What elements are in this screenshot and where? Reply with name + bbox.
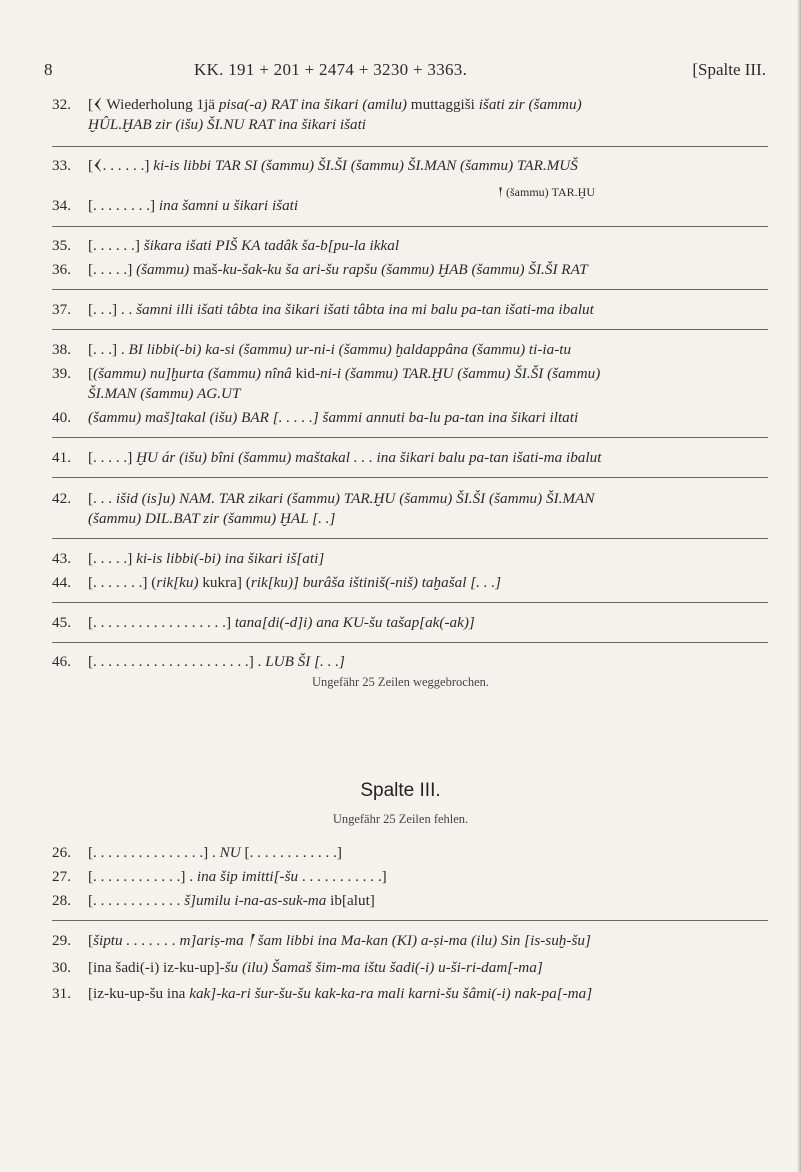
text-line-32-continuation [88, 115, 366, 135]
line-text-italic: ḪÛL.ḪAB zir (išu) ŠI.NU RAT ina šikari išati [88, 116, 367, 133]
page-number: 8 [44, 60, 53, 79]
text-line-41 [52, 448, 772, 468]
text-line-42-continuation [88, 509, 335, 529]
text-line-39-continuation [88, 384, 240, 404]
line-text-italic: ni-i (šammu) TAR.ḪU (šammu) ŠI.ŠI (šammu) [320, 365, 601, 382]
line-text-italic: kak]-ka-ri šur-šu-šu kak-ka-ra mali karni-šu šâmi(-i) nak-pa[-ma] [189, 985, 593, 1002]
text-line-42 [52, 489, 772, 509]
line-number: 41. [52, 449, 71, 466]
line-number: 46. [52, 653, 71, 670]
line-text-italic: tana[di(-d]i) ana KU-šu tašap[ak(-ak)] [234, 614, 475, 631]
line-number: 44. [52, 574, 71, 591]
header-title: KK. 191 + 201 + 2474 + 3230 + 3363. [194, 60, 468, 79]
divider-rule [52, 329, 768, 330]
line-text-italic: (šammu) DIL.BAT zir (šammu) ḪAL [. .] [88, 510, 336, 527]
line-text-italic: LUB ŠI [. . .] [265, 653, 345, 670]
line-text: maš- [189, 261, 223, 278]
line-number: 33. [52, 157, 71, 174]
text-line-26 [52, 843, 772, 863]
line-text-italic: šu (ilu) Šamaš šim-ma ištu šadi(-i) u-ši-ri-dam[-ma] [224, 959, 543, 976]
divider-rule [52, 289, 768, 290]
line-text: [. . . . . . . . . . . . . . . . . . . . .] . [88, 653, 266, 670]
line-number: 40. [52, 409, 71, 426]
line-text-italic: rik[ku)] burâša ištiniš(-niš) taḫašal [. . .] [250, 574, 502, 591]
line-number: 45. [52, 614, 71, 631]
divider-rule [52, 437, 768, 438]
line-text: [. . . . .] [88, 261, 137, 278]
lacuna-note: Ungefähr 25 Zeilen weggebrochen. [311, 675, 489, 689]
text-line-39 [52, 364, 772, 384]
line-number: 42. [52, 490, 71, 507]
line-number: 35. [52, 237, 71, 254]
divider-rule [52, 602, 768, 603]
text-line-33 [52, 156, 772, 176]
text-line-30 [52, 958, 772, 978]
scan-edge-shadow [797, 0, 801, 1172]
line-number: 28. [52, 892, 71, 909]
line-text-italic: (šammu) maš]takal (išu) BAR [. . . . .] šammi annuti ba-lu pa-tan ina šikari iltati [88, 409, 579, 426]
line-number: 31. [52, 985, 71, 1002]
line-text: [ [88, 932, 94, 949]
line-text: kukra] ( [198, 574, 251, 591]
text-line-46 [52, 652, 772, 672]
line-text-italic: išid (is]u) NAM. TAR zikari (šammu) TAR.ḪU (šammu) ŠI.ŠI (šammu) ŠI.MAN [115, 490, 595, 507]
text-line-27 [52, 867, 772, 887]
line-number: 29. [52, 932, 71, 949]
line-text: [. . .] . . [88, 301, 137, 318]
section-heading: Spalte III. [360, 780, 441, 801]
variant-note: 𒁹 (šammu) TAR.ḪU [498, 185, 596, 199]
divider-rule [52, 920, 768, 921]
text-line-37 [52, 300, 772, 320]
line-text-italic: NU [219, 844, 241, 861]
line-text: [. . . [88, 490, 116, 507]
line-text: [. . . . .] [88, 550, 137, 567]
line-text-italic: rik[ku) [156, 574, 199, 591]
line-text: ib[alut] [326, 892, 375, 909]
line-number: 36. [52, 261, 71, 278]
line-text: . . . . . . . . . . .] [298, 868, 387, 885]
line-text: [. . . . . . . . . . . . . . . . . .] [88, 614, 235, 631]
line-text: [ [88, 365, 94, 382]
line-text-italic: ŠI.MAN (šammu) AG.UT [88, 385, 241, 402]
line-text-italic: ki-is libbi TAR SI (šammu) ŠI.ŠI (šammu) ŠI.MAN (šammu) TAR.MUŠ [153, 157, 578, 174]
text-line-38 [52, 340, 772, 360]
line-text: [. . . . . . . .] [88, 197, 159, 214]
line-number: 32. [52, 96, 71, 113]
divider-rule [52, 226, 768, 227]
line-text-italic: ina šip imitti[-šu [196, 868, 299, 885]
text-line-44 [52, 573, 772, 593]
text-line-35 [52, 236, 772, 256]
divider-rule [52, 538, 768, 539]
line-text-italic: BI libbi(-bi) ka-si (šammu) ur-ni-i (šammu) ḫaldappâna (šammu) ti-ia-tu [128, 341, 572, 358]
line-text-italic: (šammu) [136, 261, 190, 278]
line-text: kid- [291, 365, 321, 382]
line-text-italic: išati zir (šammu) [478, 96, 582, 113]
line-text-italic: ḪU ár (išu) bîni (šammu) maštakal . . . ina šikari balu pa-tan išati-ma ibalut [136, 449, 602, 466]
page-header [44, 60, 766, 86]
line-text: [. . . . . . . . . . . . . . .] . [88, 844, 220, 861]
line-text: [iz-ku-up-šu ina [88, 985, 190, 1002]
line-text: [. . .] . [88, 341, 129, 358]
line-text: [. . . . . . .] ( [88, 574, 157, 591]
line-text: [. . . . . .] [88, 237, 144, 254]
header-column-label: [Spalte III. [692, 60, 766, 79]
line-number: 37. [52, 301, 71, 318]
line-text: [. . . . .] [88, 449, 137, 466]
text-line-28 [52, 891, 772, 911]
line-text-italic: ki-is libbi(-bi) ina šikari iš[ati] [136, 550, 325, 567]
divider-rule [52, 146, 768, 147]
text-line-40 [52, 408, 772, 428]
line-text-italic: šikara išati PIŠ KA tadâk ša-b[pu-la ikkal [143, 237, 400, 254]
line-number: 27. [52, 868, 71, 885]
line-text-italic: š]umilu i-na-as-suk-ma [184, 892, 327, 909]
text-line-36 [52, 260, 772, 280]
line-number: 39. [52, 365, 71, 382]
line-number: 26. [52, 844, 71, 861]
line-text: [. . . . . . . . . . . .] . [88, 868, 197, 885]
text-line-34 [52, 196, 772, 216]
line-text: [𒌋. . . . . .] [88, 157, 154, 174]
line-text: [𒌋 Wiederholung 1jä [88, 96, 219, 113]
line-text-italic: (šammu) nu]ḫurta (šammu) nînâ [93, 365, 292, 382]
line-text: [ina šadi(-i) iz-ku-up]- [88, 959, 225, 976]
divider-rule [52, 642, 768, 643]
line-number: 38. [52, 341, 71, 358]
line-text: [. . . . . . . . . . . . [88, 892, 185, 909]
text-line-43 [52, 549, 772, 569]
line-text: muttaggiši [406, 96, 479, 113]
line-number: 34. [52, 197, 71, 214]
line-text-italic: ina šamni u šikari išati [158, 197, 299, 214]
text-line-32 [52, 95, 772, 115]
line-text-italic: šamni illi išati tâbta ina šikari išati tâbta ina mi balu pa-tan išati-ma ibalut [136, 301, 594, 318]
line-number: 43. [52, 550, 71, 567]
divider-rule [52, 477, 768, 478]
text-line-31 [52, 984, 772, 1004]
line-number: 30. [52, 959, 71, 976]
missing-lines-note: Ungefähr 25 Zeilen fehlen. [332, 812, 469, 826]
line-text-italic: ku-šak-ku ša ari-šu rapšu (šammu) ḪAB (šammu) ŠI.ŠI RAT [222, 261, 588, 278]
text-line-45 [52, 613, 772, 633]
text-line-29 [52, 931, 772, 951]
line-text-italic: šiptu . . . . . . . m]ariṣ-ma 𒁹 šam libbi ina Ma-kan (KI) a-ṣi-ma (ilu) Sin [is-suḫ-šu] [93, 932, 591, 949]
line-text-italic: pisa(-a) RAT ina šikari (amilu) [218, 96, 407, 113]
line-text: [. . . . . . . . . . . .] [240, 844, 342, 861]
